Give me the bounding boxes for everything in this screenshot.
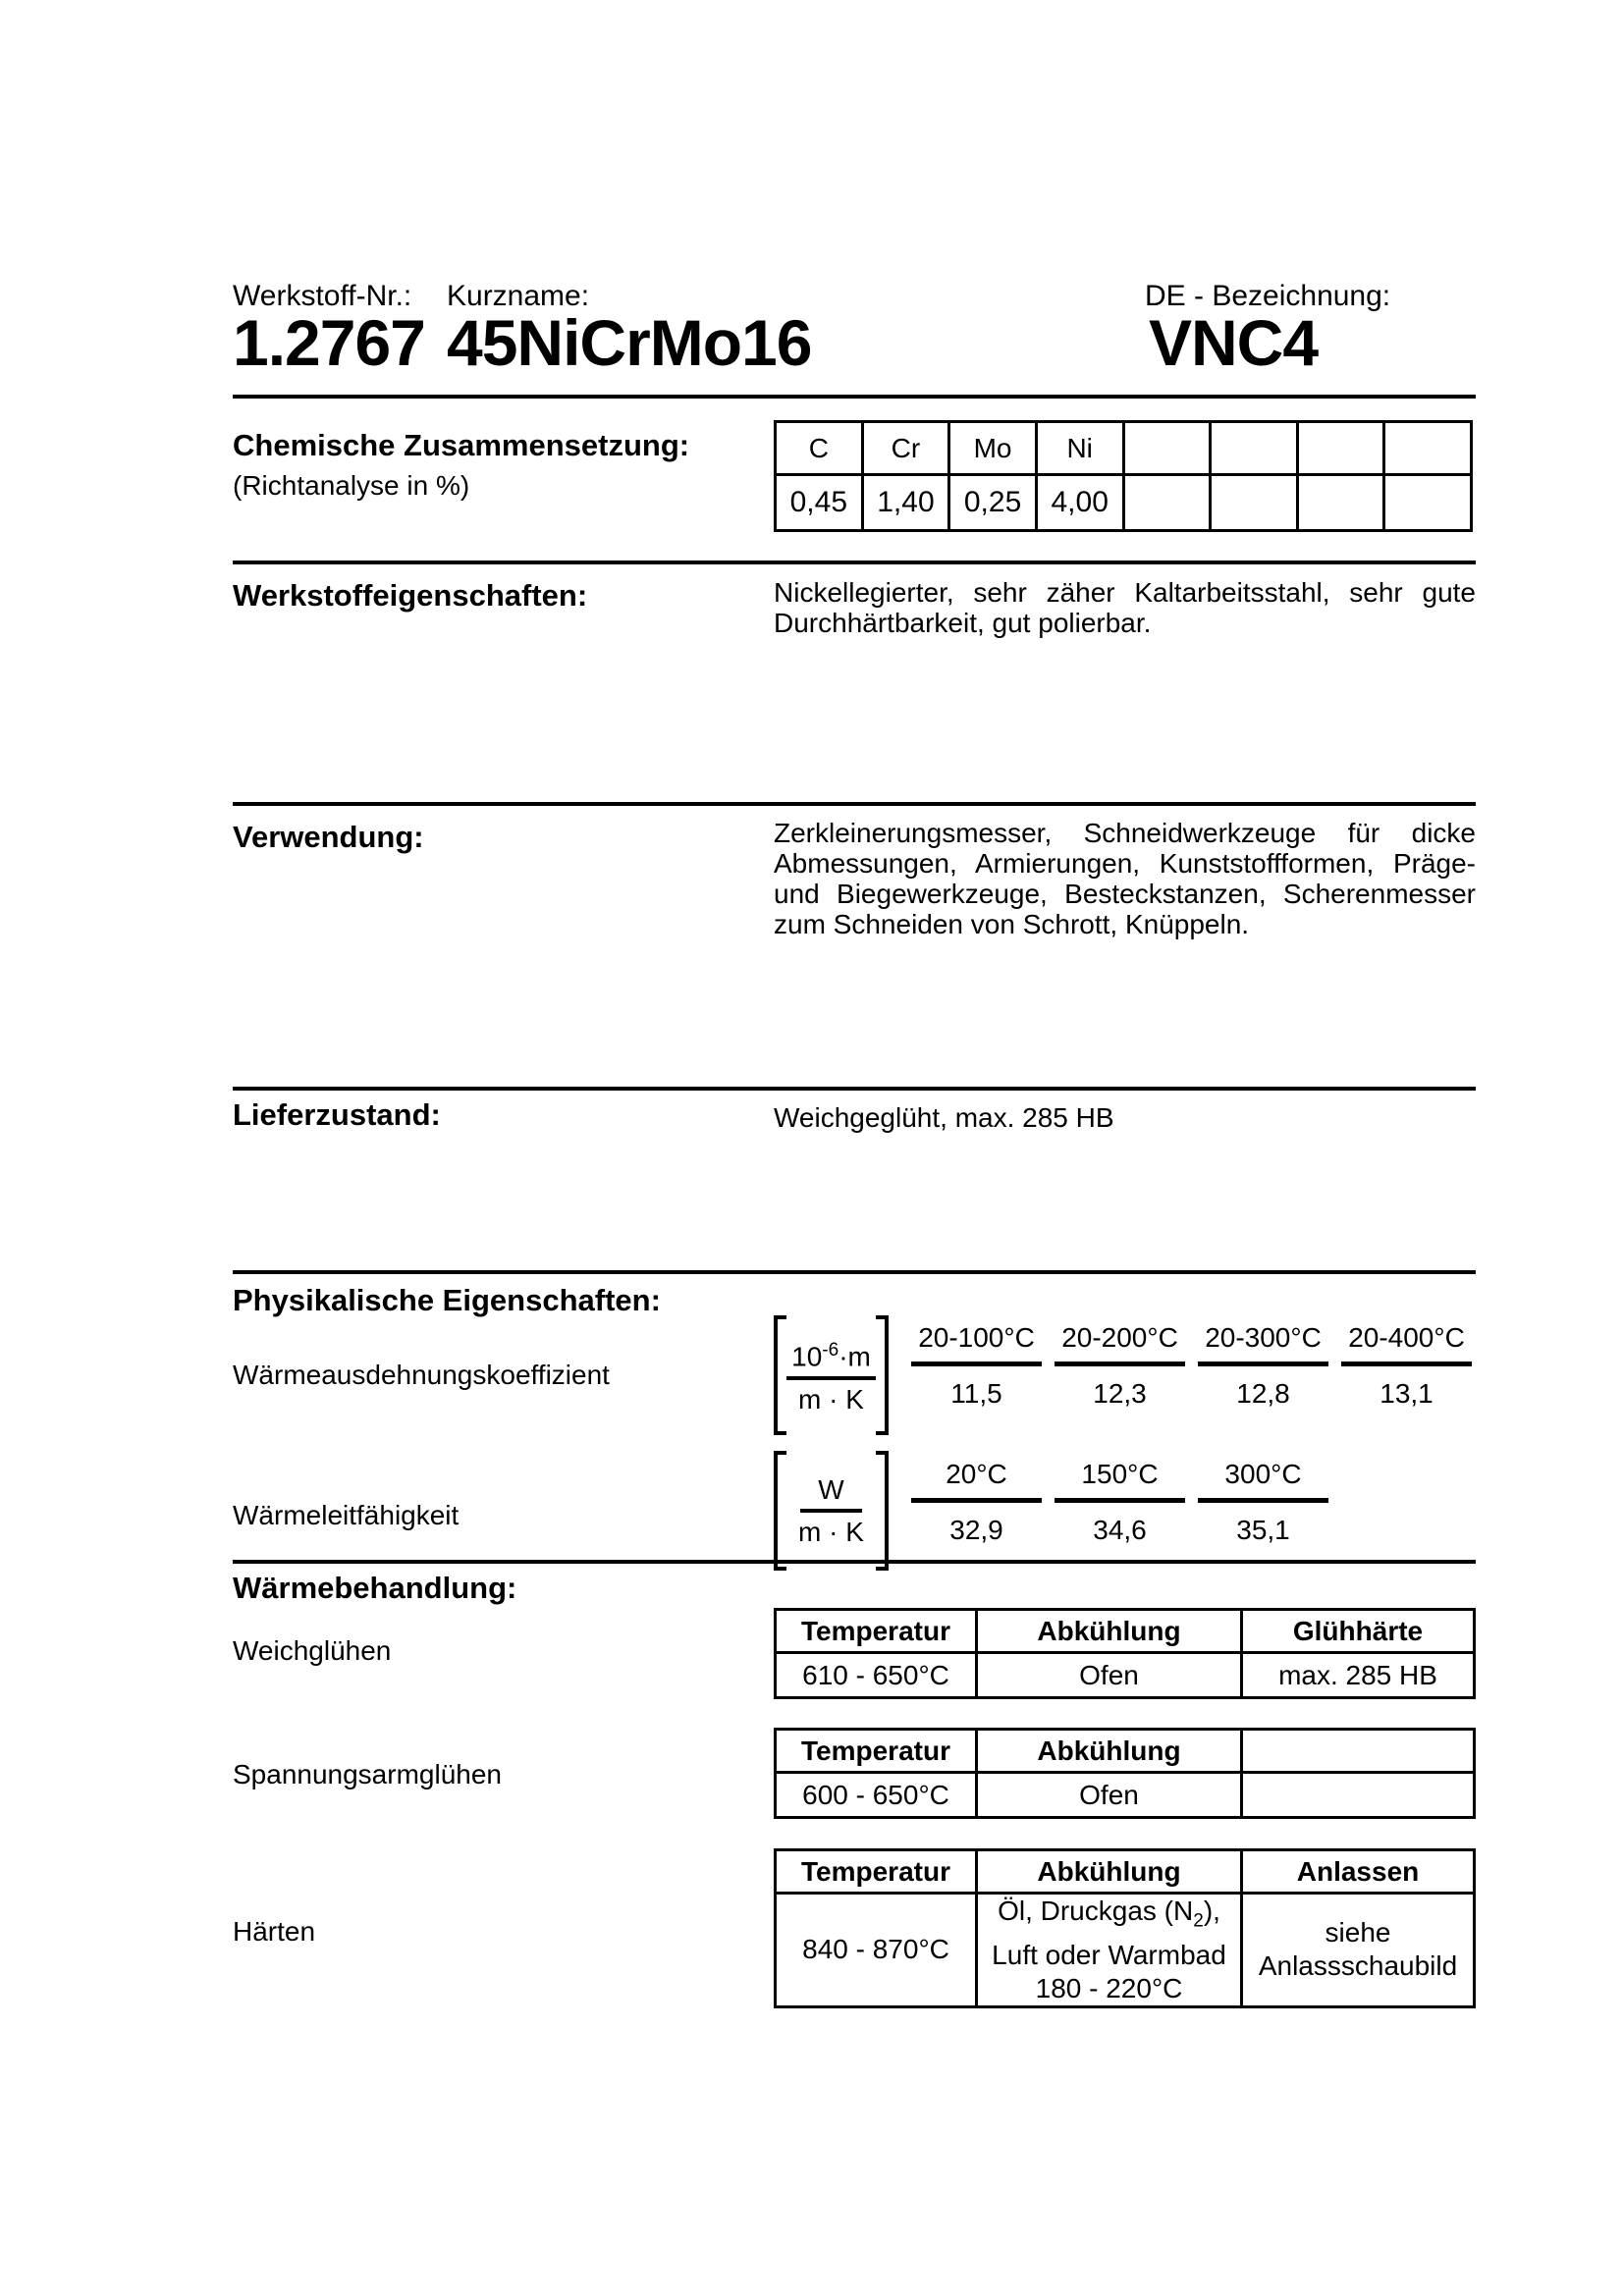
usage-text-line: zum Schneiden von Schrott, Knüppeln. (774, 909, 1250, 939)
expansion-col-header: 20-100°C (911, 1323, 1042, 1366)
chem-value-cell: 0,45 (776, 475, 863, 531)
conductivity-unit-bracket (774, 1451, 889, 1571)
kurzname-label: Kurzname: (447, 280, 590, 312)
divider-header (233, 395, 1476, 399)
conductivity-unit-fraction (798, 1475, 864, 1547)
stress-relieving-label: Spannungsarmglühen (233, 1759, 502, 1789)
col-header-abkuehlung: Abkühlung (977, 1610, 1242, 1653)
physical-heading: Physikalische Eigenschaften: (233, 1283, 661, 1317)
empty-cell (1242, 1773, 1475, 1818)
conductivity-col-header: 20°C (911, 1460, 1042, 1503)
chemical-composition-table (774, 420, 1473, 532)
divider-delivery (233, 1270, 1476, 1274)
table-row (776, 1653, 1475, 1698)
chem-col-header: Ni (1036, 422, 1123, 475)
stress-relieving-table (774, 1728, 1476, 1819)
tempering-line: Anlassschaubild (1258, 1950, 1458, 1982)
expansion-label: Wärmeausdehnungskoeffizient (233, 1360, 610, 1390)
chem-col-header: C (776, 422, 863, 475)
expansion-unit-bracket (774, 1315, 889, 1435)
chem-col-header: Cr (862, 422, 949, 475)
expansion-col-header: 20-200°C (1055, 1323, 1185, 1366)
temperature-cell: 600 - 650°C (776, 1773, 977, 1818)
usage-text (774, 818, 1476, 939)
hardness-cell: max. 285 HB (1242, 1653, 1475, 1698)
usage-heading: Verwendung: (233, 820, 424, 854)
properties-text-line: Nickellegierter, sehr zäher Kaltarbeitsstahl, sehr gute (774, 577, 1476, 608)
conductivity-label: Wärmeleitfähigkeit (233, 1500, 460, 1530)
chemical-value-row (776, 475, 1472, 531)
soft-annealing-table (774, 1608, 1476, 1699)
tempering-line: siehe (1325, 1917, 1391, 1949)
tempering-cell (1242, 1894, 1475, 2007)
expansion-unit-denominator: m · K (798, 1383, 864, 1415)
properties-text-line: Durchhärtbarkeit, gut polierbar. (774, 608, 1152, 638)
soft-annealing-label: Weichglühen (233, 1635, 392, 1666)
de-bezeichnung-value: VNC4 (1149, 306, 1319, 379)
conductivity-col-header: 300°C (1198, 1460, 1328, 1503)
temperature-cell: 840 - 870°C (776, 1894, 977, 2007)
chem-value-cell (1211, 475, 1298, 531)
table-header-row (776, 1730, 1475, 1773)
unit-exponent: -6 (822, 1340, 839, 1362)
chem-col-header (1384, 422, 1472, 475)
chem-col-header: Mo (949, 422, 1037, 475)
col-header-temperatur: Temperatur (776, 1850, 977, 1894)
expansion-column (1341, 1323, 1472, 1409)
conductivity-unit-numerator: W (800, 1475, 861, 1513)
expansion-column (911, 1323, 1042, 1409)
chemical-header-row (776, 422, 1472, 475)
werkstoff-nr-value: 1.2767 (233, 306, 425, 379)
chem-value-cell: 4,00 (1036, 475, 1123, 531)
cooling-cell (977, 1894, 1242, 2007)
cooling-line-text: Öl, Druckgas (N (998, 1896, 1194, 1926)
properties-text (774, 577, 1476, 638)
hardening-table (774, 1848, 1476, 2008)
conductivity-col-value: 34,6 (1093, 1515, 1147, 1545)
expansion-col-value: 12,8 (1236, 1378, 1290, 1409)
cooling-line (978, 1895, 1240, 1939)
cooling-cell: Ofen (977, 1773, 1242, 1818)
chem-col-header (1211, 422, 1298, 475)
usage-text-line: und Biegewerkzeuge, Besteckstanzen, Scherenmesser (774, 879, 1476, 909)
delivery-text: Weichgeglüht, max. 285 HB (774, 1102, 1114, 1133)
chem-value-cell (1123, 475, 1211, 531)
werkstoff-nr-label: Werkstoff-Nr.: (233, 280, 412, 312)
table-header-row (776, 1610, 1475, 1653)
divider-chemical (233, 561, 1476, 564)
conductivity-unit-denominator: m · K (798, 1516, 864, 1547)
temperature-cell: 610 - 650°C (776, 1653, 977, 1698)
table-header-row (776, 1850, 1475, 1894)
cooling-cell: Ofen (977, 1653, 1242, 1698)
expansion-unit-numerator (786, 1336, 876, 1379)
table-row (776, 1773, 1475, 1818)
chemical-subheading: (Richtanalyse in %) (233, 470, 470, 501)
col-header-anlassen: Anlassen (1242, 1850, 1475, 1894)
col-header-temperatur: Temperatur (776, 1730, 977, 1773)
delivery-heading: Lieferzustand: (233, 1097, 441, 1132)
conductivity-column (911, 1460, 1042, 1545)
chem-value-cell: 1,40 (862, 475, 949, 531)
conductivity-column (1055, 1460, 1185, 1545)
cooling-line: 180 - 220°C (1035, 1972, 1183, 2003)
col-header-gluehhaerte: Glühhärte (1242, 1610, 1475, 1653)
chem-col-header (1123, 422, 1211, 475)
conductivity-col-value: 35,1 (1236, 1515, 1290, 1545)
properties-heading: Werkstoffeigenschaften: (233, 578, 588, 613)
chem-col-header (1297, 422, 1384, 475)
table-row (776, 1894, 1475, 2007)
expansion-column (1198, 1323, 1328, 1409)
conductivity-col-value: 32,9 (949, 1515, 1003, 1545)
unit-base: 10 (791, 1341, 823, 1372)
de-bezeichnung-label: DE - Bezeichnung: (1145, 280, 1391, 312)
conductivity-col-header: 150°C (1055, 1460, 1185, 1503)
heat-treatment-heading: Wärmebehandlung: (233, 1571, 517, 1605)
chemical-heading: Chemische Zusammensetzung: (233, 428, 690, 462)
col-header-abkuehlung: Abkühlung (977, 1730, 1242, 1773)
unit-rest: ·m (839, 1341, 871, 1372)
divider-usage (233, 1087, 1476, 1091)
kurzname-value: 45NiCrMo16 (447, 306, 812, 379)
nitrogen-subscript: 2 (1193, 1910, 1204, 1932)
chem-value-cell: 0,25 (949, 475, 1037, 531)
hardening-label: Härten (233, 1916, 316, 1947)
expansion-column (1055, 1323, 1185, 1409)
expansion-unit-fraction (786, 1336, 876, 1414)
cooling-line-text: ), (1203, 1896, 1220, 1926)
expansion-col-header: 20-300°C (1198, 1323, 1328, 1366)
expansion-col-value: 13,1 (1380, 1378, 1434, 1409)
col-header-abkuehlung: Abkühlung (977, 1850, 1242, 1894)
expansion-col-value: 12,3 (1093, 1378, 1147, 1409)
expansion-col-header: 20-400°C (1341, 1323, 1472, 1366)
chem-value-cell (1297, 475, 1384, 531)
chem-value-cell (1384, 475, 1472, 531)
usage-text-line: Zerkleinerungsmesser, Schneidwerkzeuge für dicke (774, 818, 1476, 848)
col-header-empty (1242, 1730, 1475, 1773)
expansion-col-value: 11,5 (950, 1378, 1002, 1409)
col-header-temperatur: Temperatur (776, 1610, 977, 1653)
usage-text-line: Abmessungen, Armierungen, Kunststoffformen, Präge- (774, 848, 1476, 879)
conductivity-column (1198, 1460, 1328, 1545)
divider-properties (233, 802, 1476, 806)
divider-physical (233, 1560, 1476, 1564)
cooling-line: Luft oder Warmbad (992, 1939, 1226, 1970)
